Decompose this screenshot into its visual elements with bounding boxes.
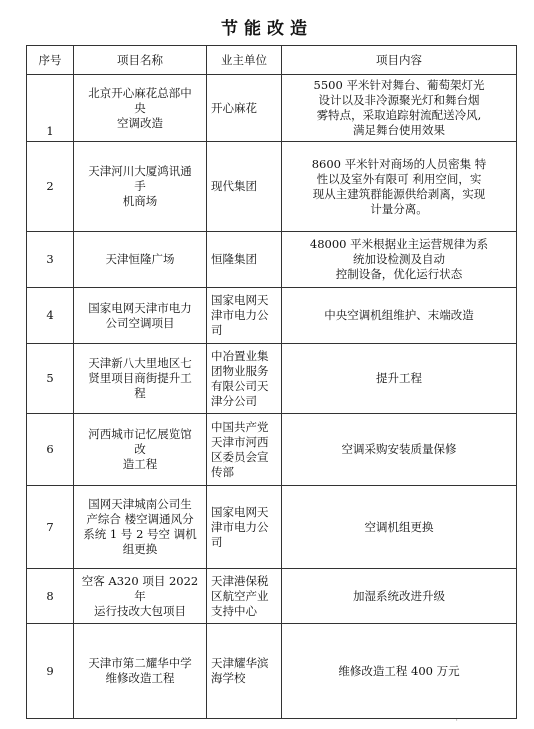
cell-content: 48000 平米根据业主运营规律为系 统加设检测及自动 控制设备，优化运行状态: [282, 232, 517, 288]
cell-content: 空调采购安装质量保修: [282, 414, 517, 486]
cell-content: 8600 平米针对商场的人员密集 特 性以及室外有限可 利用空间，实 现从主建筑群能源供给剥离，实现 计量分离。: [282, 142, 517, 232]
cell-name: 国网天津城南公司生 产综合 楼空调通风分 系统 1 号 2 号空 调机 组更换: [74, 486, 207, 569]
page-title: 节能改造: [221, 19, 313, 39]
cell-no: 6: [27, 414, 74, 486]
table-row: [27, 232, 517, 288]
page-dot-mark: ': [456, 719, 458, 726]
table-row: [27, 569, 517, 624]
cell-owner: 国家电网天 津市电力公 司: [207, 288, 282, 344]
cell-content: 加湿系统改进升级: [282, 569, 517, 624]
table-row: [27, 486, 517, 569]
cell-name: 北京开心麻花总部中 央 空调改造: [74, 75, 207, 142]
cell-name: 天津新八大里地区七 贤里项目商街提升工 程: [74, 344, 207, 414]
cell-no: 2: [27, 142, 74, 232]
cell-name: 河西城市记忆展览馆 改 造工程: [74, 414, 207, 486]
cell-no: 5: [27, 344, 74, 414]
cell-name: 天津恒隆广场: [74, 232, 207, 288]
cell-content: 维修改造工程 400 万元: [282, 624, 517, 719]
cell-owner: 天津港保税 区航空产业 支持中心: [207, 569, 282, 624]
cell-owner: 天津耀华滨 海学校: [207, 624, 282, 719]
cell-content: 中央空调机组维护、末端改造: [282, 288, 517, 344]
cell-no: 3: [27, 232, 74, 288]
cell-owner: 现代集团: [207, 142, 282, 232]
cell-no: 7: [27, 486, 74, 569]
table-row: [27, 288, 517, 344]
cell-owner: 国家电网天 津市电力公 司: [207, 486, 282, 569]
table-row: [27, 75, 517, 142]
cell-no: 1: [27, 75, 74, 142]
cell-no: 9: [27, 624, 74, 719]
cell-owner: 开心麻花: [207, 75, 282, 142]
cell-owner: 恒隆集团: [207, 232, 282, 288]
table-row: [27, 414, 517, 486]
table-row: [27, 344, 517, 414]
cell-name: 天津市第二耀华中学 维修改造工程: [74, 624, 207, 719]
cell-content: 空调机组更换: [282, 486, 517, 569]
header-no: 序号: [27, 46, 74, 75]
cell-content: 提升工程: [282, 344, 517, 414]
cell-owner: 中冶置业集 团物业服务 有限公司天 津分公司: [207, 344, 282, 414]
project-table: [26, 45, 517, 719]
cell-name: 空客 A320 项目 2022 年 运行技改大包项目: [74, 569, 207, 624]
cell-name: 天津河川大厦鸿讯通 手 机商场: [74, 142, 207, 232]
cell-name: 国家电网天津市电力 公司空调项目: [74, 288, 207, 344]
table-row: [27, 624, 517, 719]
table-header-row: [27, 46, 517, 75]
cell-owner: 中国共产党 天津市河西 区委员会宣 传部: [207, 414, 282, 486]
cell-content: 5500 平米针对舞台、葡萄架灯光 设计以及非冷源聚光灯和舞台烟 雾特点，采取追踪射流配送冷风, 满足舞台使用效果: [282, 75, 517, 142]
header-content: 项目内容: [282, 46, 517, 75]
header-owner: 业主单位: [207, 46, 282, 75]
cell-no: 8: [27, 569, 74, 624]
table-row: [27, 142, 517, 232]
header-name: 项目名称: [74, 46, 207, 75]
cell-no: 4: [27, 288, 74, 344]
